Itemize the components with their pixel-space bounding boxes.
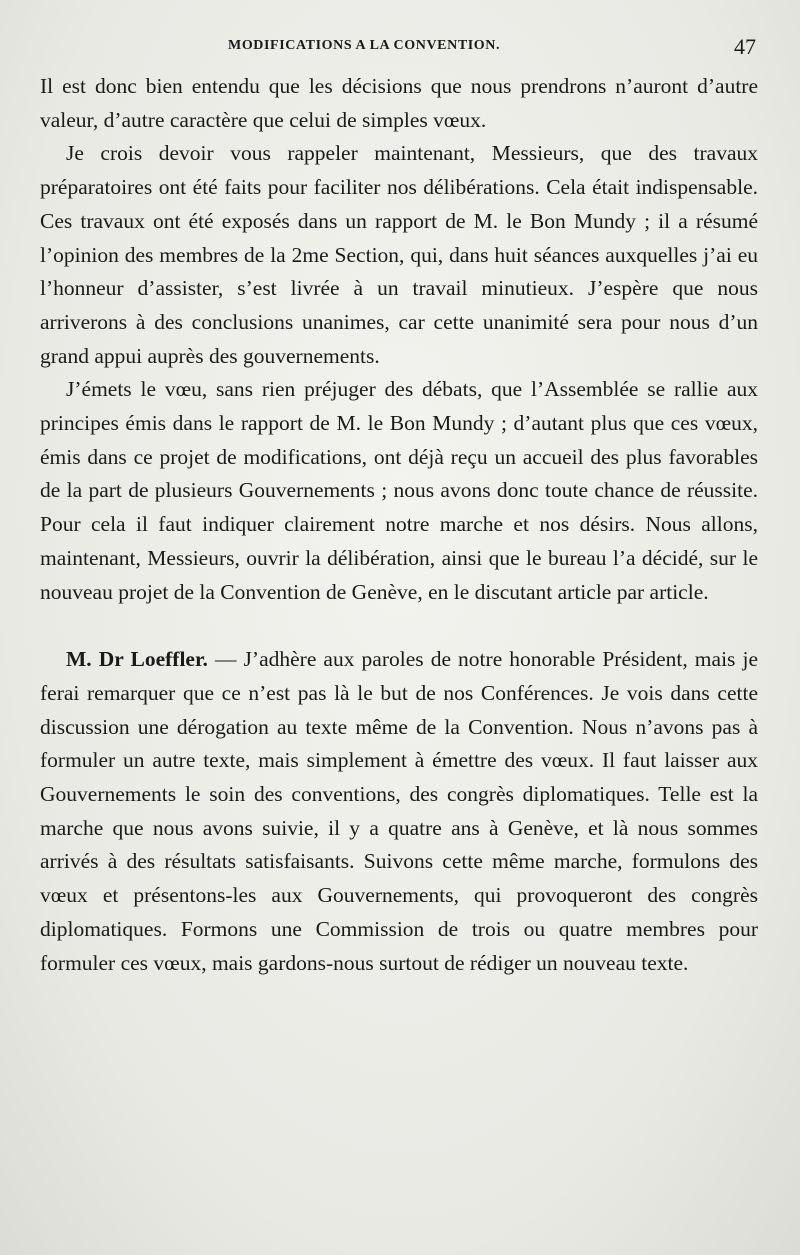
speech-text: — J’adhère aux paroles de notre honorable Président, mais je ferai remarquer que ce n’est pas là le but de nos Conférences. Je vois dans cette discussion une dérogation au texte même de la Convention. Nous n’avons pas à formuler un autre texte, mais simplement à émettre des vœux. Il faut laisser aux Gouvernements le soin des conventions, des congrès diplomatiques. Telle est la marche que nous avons suivie, il y a quatre ans à Genève, et là nous sommes arrivés à des résultats satisfaisants. Suivons cette même marche, formulons des vœux et présentons-les aux Gouvernements, qui provoqueront des congrès diplomatiques. Formons une Commission de trois ou quatre membres pour formuler ces vœux, mais gardons-nous surtout de rédiger un nouveau texte. — [40, 647, 758, 975]
paragraph: J’émets le vœu, sans rien préjuger des débats, que l’Assemblée se rallie aux principes émis dans le rapport de M. le Bon Mundy ; d’autant plus que ces vœux, émis dans ce projet de modifications, ont déjà reçu un accueil des plus favorables de la part de plusieurs Gouvernements ; nous avons donc toute chance de réussite. Pour cela il faut indiquer clairement notre marche et nos désirs. Nous allons, maintenant, Messieurs, ouvrir la délibération, ainsi que le bureau l’a décidé, sur le nouveau projet de la Convention de Genève, en le discutant article par article. — [40, 377, 758, 604]
speaker-name: M. Dr Loeffler. — [66, 647, 208, 672]
page-number: 47 — [734, 34, 756, 59]
running-head — [0, 36, 800, 60]
body-text — [40, 70, 758, 980]
speech-paragraph — [40, 643, 758, 980]
paragraph: Il est donc bien entendu que les décisions que nous prendrons n’auront d’autre valeur, d’autre caractère que celui de simples vœux. — [40, 74, 758, 132]
running-title: MODIFICATIONS A LA CONVENTION. — [228, 38, 501, 53]
paragraph: Je crois devoir vous rappeler maintenant, Messieurs, que des travaux préparatoires ont été faits pour faciliter nos délibérations. Cela était indispensable. Ces travaux ont été exposés dans un rapport de M. le Bon Mundy ; il a résumé l’opinion des membres de la 2me Section, qui, dans huit séances auxquelles j’ai eu l’honneur d’assister, s’est livrée à un travail minutieux. J’espère que nous arriverons à des conclusions unanimes, car cette unanimité sera pour nous d’un grand appui auprès des gouvernements. — [40, 141, 758, 368]
